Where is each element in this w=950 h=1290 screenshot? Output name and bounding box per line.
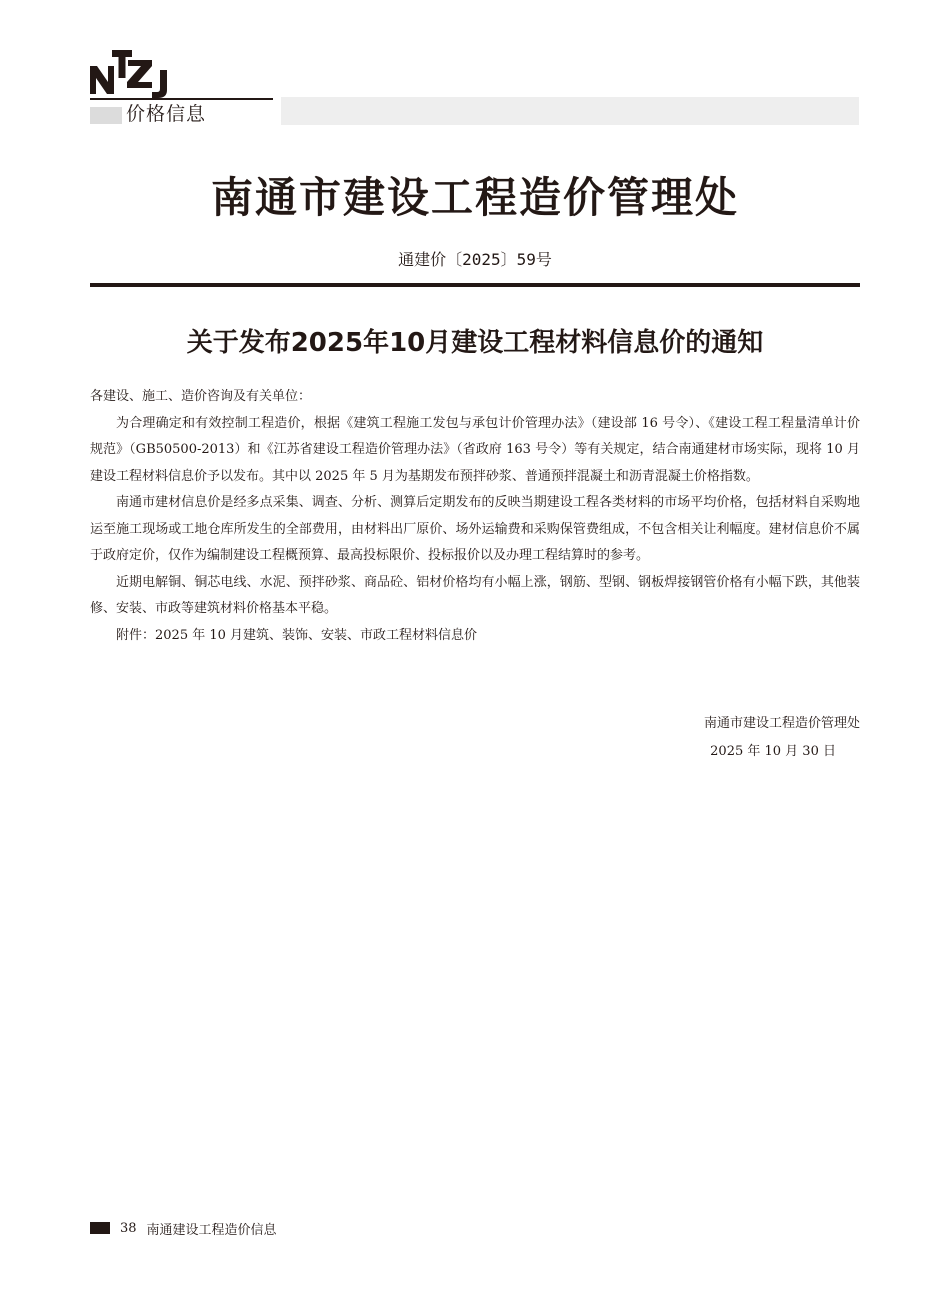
publication-name: 南通建设工程造价信息 — [146, 1222, 277, 1238]
org-title: 南通市建设工程造价管理处 — [210, 173, 739, 222]
section-label: 价格信息 — [126, 103, 207, 125]
notice-body — [90, 384, 860, 649]
page-number: 38 — [120, 1220, 137, 1236]
section-marker-block — [90, 107, 122, 124]
paragraph-market-trend: 近期电解铜、铜芯电线、水泥、预拌砂浆、商品砼、铝材价格均有小幅上涨，钢筋、型钢、钢板焊接钢管价格有小幅下跌，其他装修、安装、市政等建筑材料价格基本平稳。 — [90, 574, 860, 616]
signature-org: 南通市建设工程造价管理处 — [703, 716, 860, 731]
ntzj-logo — [90, 48, 180, 98]
footer-marker-block — [90, 1222, 110, 1234]
signature-block — [600, 710, 860, 766]
salutation: 各建设、施工、造价咨询及有关单位： — [90, 389, 312, 404]
notice-title: 关于发布2025年10月建设工程材料信息价的通知 — [186, 328, 764, 358]
signature-date: 2025 年 10 月 30 日 — [710, 744, 836, 759]
page-footer — [90, 1218, 277, 1238]
ntzj-logo-icon — [90, 48, 180, 98]
document-number: 通建价〔2025〕59号 — [398, 250, 552, 269]
letterhead-rule — [90, 283, 860, 287]
paragraph-definition: 南通市建材信息价是经多点采集、调查、分析、测算后定期发布的反映当期建设工程各类材料的市场平均价格，包括材料自采购地运至施工现场或工地仓库所发生的全部费用，由材料出厂原价、场外运输费和采购保管费组成，不包含相关让利幅度。建材信息价不属于政府定价，仅作为编制建设工程概预算、最高投标限价、投标报价以及办理工程结算时的参考。 — [90, 495, 860, 563]
paragraph-basis: 为合理确定和有效控制工程造价，根据《建筑工程施工发包与承包计价管理办法》（建设部 16 号令）、《建设工程工程量清单计价规范》（GB50500-2013）和《江苏省建设工程造价管理办法》（省政府 163 号令）等有关规定，结合南通建材市场实际，现将 10 月建设工程材料信息价予以发布。其中以 2025 年 5 月为基期发布预拌砂浆、普通预拌混凝土和沥青混凝土价格指数。 — [90, 415, 860, 484]
header-bar — [281, 97, 859, 125]
paragraph-attachment: 附件：2025 年 10 月建筑、装饰、安装、市政工程材料信息价 — [116, 627, 478, 643]
